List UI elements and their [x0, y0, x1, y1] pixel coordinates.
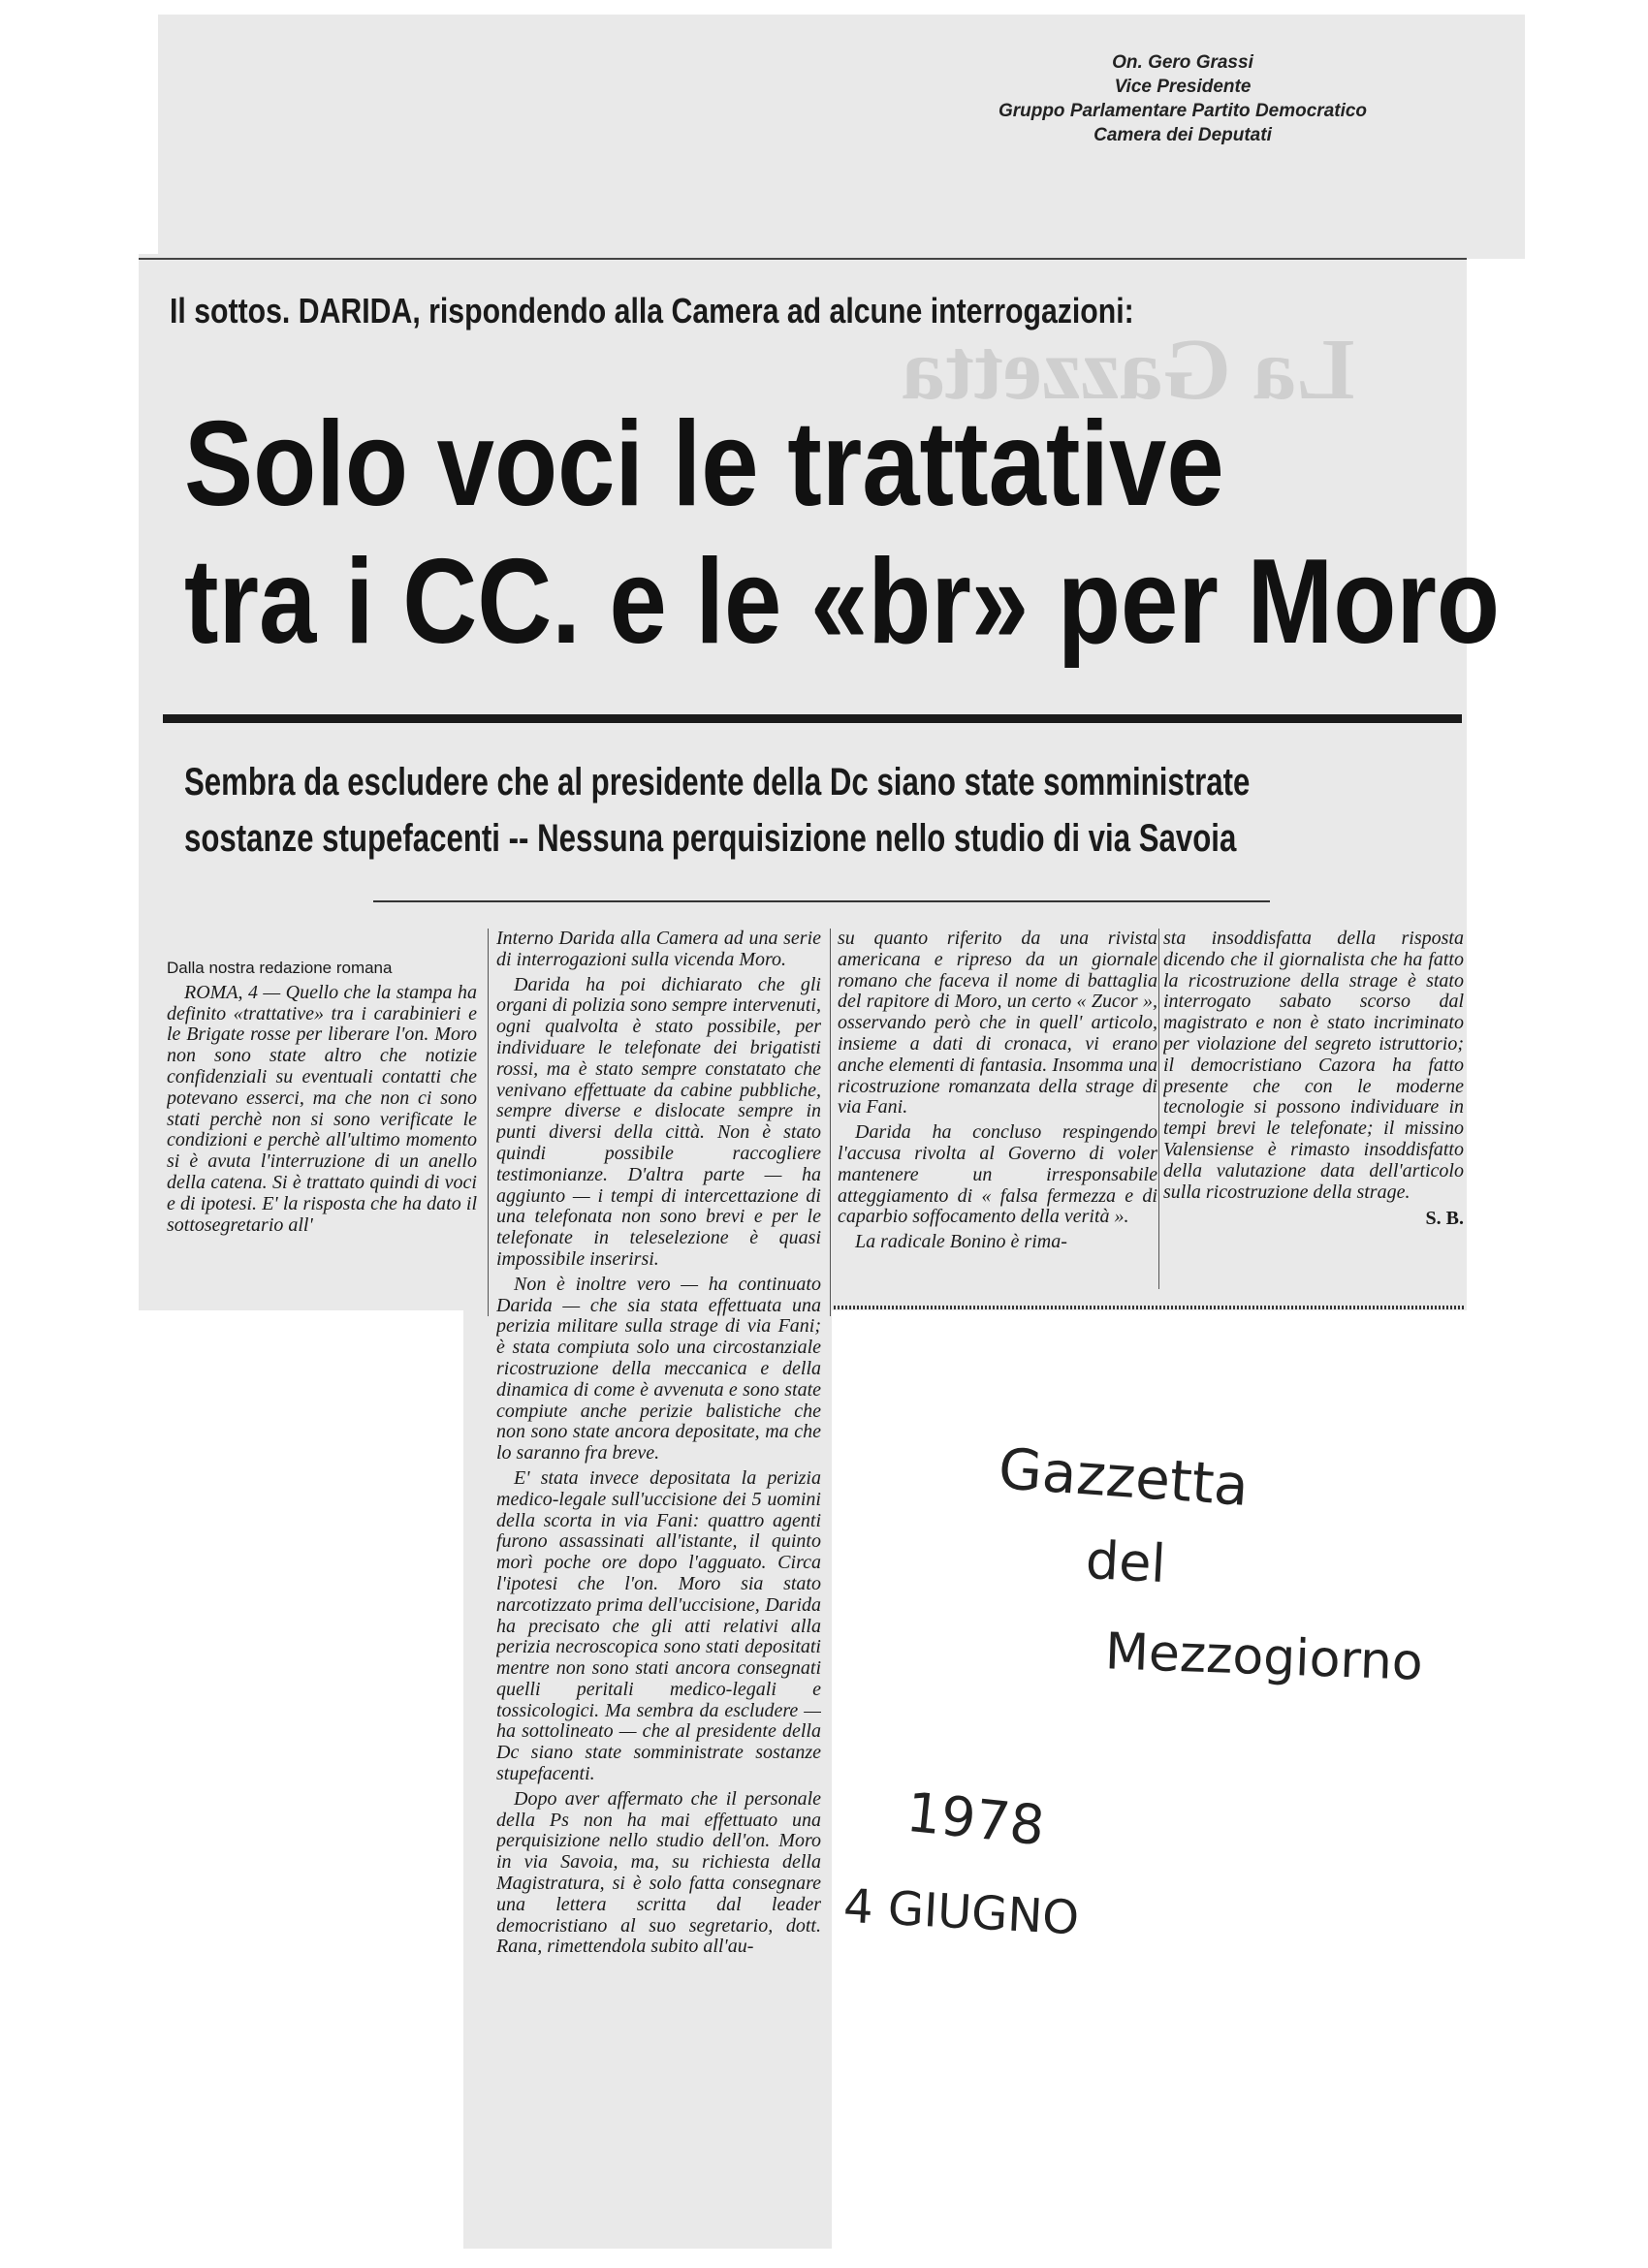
article-column-2 — [496, 929, 821, 2249]
letterhead-role: Vice Presidente — [1114, 77, 1252, 97]
handwritten-newspaper-name: Gazzetta — [996, 1435, 1252, 1519]
column-divider — [1158, 929, 1159, 1289]
handwritten-date: 4 GIUGNO — [841, 1878, 1081, 1946]
headline-line-2: tra i CC. e le «br» per Moro — [184, 535, 1501, 669]
article-subhead — [184, 754, 1464, 866]
article-kicker: Il sottos. DARIDA, rispondendo alla Camera ad alcune interrogazioni: — [170, 291, 1134, 331]
letterhead-name: On. Gero Grassi — [1112, 52, 1253, 73]
paragraph: Darida ha poi dichiarato che gli organi di polizia sono sempre intervenuti, ogni qualvolta è stato possibile, per individuare le telefonate dei brigatisti rossi, ma è stato sempre constatato che venivano effettuate da cabine pubbliche, sempre diverse e dislocate sempre in punti diversi della città. Non è stato quindi possibile raccogliere testimonianze. D'altra parte — ha aggiunto — i tempi di intercettazione di una telefonata non sono brevi e per le telefonate in teleselezione è quasi impossibile inserirsi. — [496, 973, 821, 1270]
paragraph: ROMA, 4 — Quello che la stampa ha definito «trattative» tra i carabinieri e le Brigate rosse per liberare l'on. Moro non sono state altro che notizie confidenziali su eventuali contatti che potevano esserci, ma che non ci sono stati perchè non si sono verificate le condizioni e perchè all'ultimo momento si è avuta l'interruzione di un anello della catena. Si è trattato quindi di voci e di ipotesi. E' la risposta che ha dato il sottosegretario all' — [167, 981, 477, 1236]
bleed-through-masthead: La Gazzetta — [902, 322, 1355, 418]
column-bottom-rule — [834, 1306, 1464, 1309]
dateline: Dalla nostra redazione romana — [167, 959, 393, 977]
subhead-line-1: Sembra da escludere che al presidente della Dc siano state somministrate — [184, 761, 1251, 803]
paragraph: Interno Darida alla Camera ad una serie di interrogazioni sulla vicenda Moro. — [496, 929, 821, 970]
clipping-edge — [139, 258, 1467, 260]
letterhead-chamber: Camera dei Deputati — [1093, 125, 1272, 145]
paragraph: su quanto riferito da una rivista americana e ripreso da un giornale romano che faceva il nome di battaglia del rapitore di Moro, un certo « Zucor », osservando però che in quell' articolo, insieme a dati di cronaca, vi erano anche elementi di fantasia. Insomma una ricostruzione romanzata della strage di via Fani. — [838, 929, 1157, 1118]
column-divider — [830, 929, 831, 1316]
handwritten-year: 1978 — [903, 1780, 1048, 1859]
handwritten-newspaper-name: del — [1084, 1528, 1168, 1595]
subhead-line-2: sostanze stupefacenti -- Nessuna perquisizione nello studio di via Savoia — [184, 817, 1237, 860]
headline-line-1: Solo voci le trattative — [184, 397, 1224, 531]
paragraph: E' stata invece depositata la perizia medico-legale sull'uccisione dei 5 uomini della scorta in via Fani: quattro agenti furono assassinati all'istante, il quinto morì poche ore dopo l'agguato. Circa l'ipotesi che l'on. Moro sia stato narcotizzato prima dell'uccisione, Darida ha precisato che gli atti relativi alla perizia necroscopica sono stati depositati mentre non sono stati ancora consegnati quelli peritali medico-legali e tossicologici. Ma sembra da escludere — ha sottolineato — che al presidente della Dc siano state somministrate sostanze stupefacenti. — [496, 1466, 821, 1785]
article-headline — [184, 395, 1501, 671]
article-column-1 — [167, 958, 477, 1307]
article-column-3 — [838, 929, 1157, 1302]
headline-rule — [163, 714, 1462, 723]
article-column-4 — [1163, 929, 1464, 1287]
letterhead — [931, 50, 1435, 147]
handwritten-newspaper-name: Mezzogiorno — [1104, 1622, 1424, 1692]
paragraph: Darida ha concluso respingendo l'accusa rivolta al Governo di voler mantenere un irresponsabile atteggiamento di « falsa fermezza e di caparbio soffocamento della verità ». — [838, 1121, 1157, 1228]
column-divider — [488, 929, 489, 1316]
author-signature: S. B. — [1425, 1208, 1464, 1230]
paragraph: Dopo aver affermato che il personale della Ps non ha mai effettuato una perquisizione nello studio dell'on. Moro in via Savoia, ma, su richiesta della Magistratura, si è solo fatta consegnare una lettera scritta dal leader democristiano al suo segretario, dott. Rana, rimettendola subito all'au- — [496, 1787, 821, 1958]
letterhead-group: Gruppo Parlamentare Partito Democratico — [998, 101, 1368, 121]
paragraph: sta insoddisfatta della risposta dicendo che il giornalista che ha fatto la ricostruzione della strage è stato interrogato sabato scorso dal magistrato e non è stato incriminato per violazione del segreto istruttorio; il democristiano Cazora ha fatto presente che con le moderne tecnologie si possono individuare in tempi brevi le telefonate; il missino Valensiense è rimasto insoddisfatto della valutazione data dell'articolo sulla ricostruzione della strage. — [1163, 929, 1464, 1203]
paragraph: Non è inoltre vero — ha continuato Darida — che sia stata effettuata una perizia militare sulla strage di via Fani; è stata compiuta solo una circostanziale ricostruzione della meccanica e della dinamica di come è avvenuta e sono state compiute anche perizie balistiche che non sono state ancora depositate, ma che lo saranno fra breve. — [496, 1273, 821, 1465]
paragraph: La radicale Bonino è rima- — [855, 1231, 1067, 1253]
subhead-rule — [373, 900, 1270, 902]
